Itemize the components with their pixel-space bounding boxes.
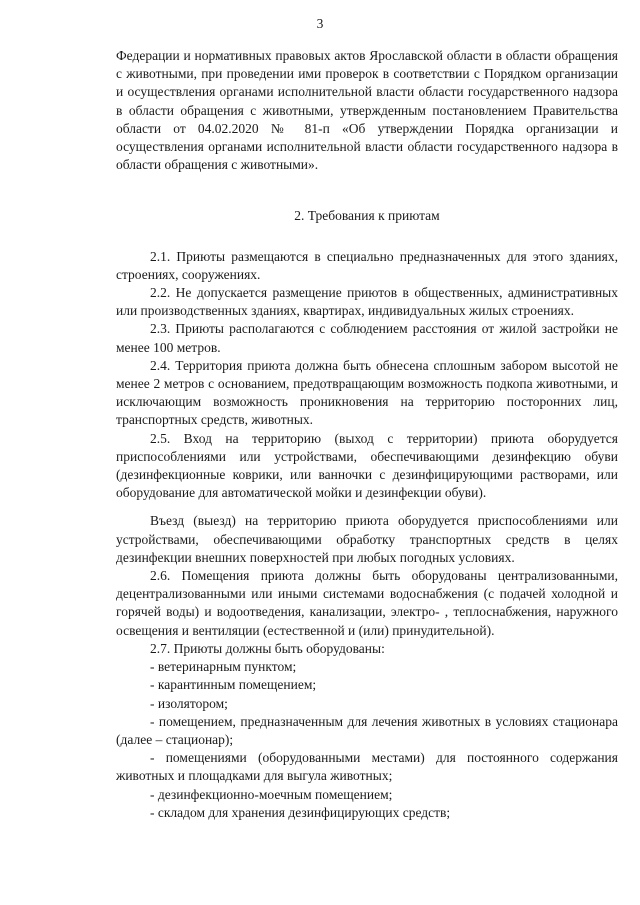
paragraph-2-3: 2.3. Приюты располагаются с соблюдением расстояния от жилой застройки не менее 100 метров.: [116, 321, 618, 355]
paragraph-2-2: 2.2. Не допускается размещение приютов в общественных, административных или производственных зданиях, квартирах, индивидуальных жилых строениях.: [116, 285, 618, 319]
list-item: - изолятором;: [150, 695, 228, 711]
document-body: [116, 47, 618, 822]
list-item: - ветеринарным пунктом;: [150, 659, 297, 675]
paragraph-2-5: 2.5. Вход на территорию (выход с территории) приюта оборудуется приспособлениями или устройствами, обеспечивающими дезинфекцию обуви (дезинфекционные коврики, или ванночки с дезинфицирующими растворами, или оборудование для автоматической мойки и дезинфекции обуви).: [116, 430, 618, 501]
paragraph-2-1: 2.1. Приюты размещаются в специально предназначенных для этого зданиях, строениях, сооружениях.: [116, 248, 618, 282]
list-item: - помещением, предназначенным для лечения животных в условиях стационара (далее – стационар);: [116, 713, 618, 747]
list-item: - складом для хранения дезинфицирующих средств;: [150, 804, 451, 820]
paragraph-2-4: 2.4. Территория приюта должна быть обнесена сплошным забором высотой не менее 2 метров с основанием, предотвращающим возможность подкопа животными, и исключающим возможность проникновения на территорию посторонних лиц, транспортных средств, животных.: [116, 357, 618, 428]
intro-paragraph: Федерации и нормативных правовых актов Ярославской области в области обращения с животными, при проведении ими проверок в соответствии с Порядком организации и осуществления органами исполнительной власти области государственного надзора в области обращения с животными, утвержденным постановлением Правительства области от 04.02.2020 № 81-п «Об утверждении Порядка организации и осуществления органами исполнительной власти области государственного надзора в области обращения с животными».: [116, 48, 618, 173]
list-item: - карантинным помещением;: [150, 677, 317, 693]
list-item: - помещениями (оборудованными местами) для постоянного содержания животных и площадками для выгула животных;: [116, 750, 618, 784]
paragraph-2-7: 2.7. Приюты должны быть оборудованы:: [150, 640, 385, 656]
list-item: - дезинфекционно-моечным помещением;: [150, 786, 393, 802]
page-number: 3: [316, 16, 324, 31]
paragraph-2-6: 2.6. Помещения приюта должны быть оборудованы централизованными, децентрализованными или иными системами водоснабжения (с подачей холодной и горячей воды) и водоотведения, канализации, электро- , теплоснабжения, наружного освещения и вентиляции (естественной и (или) принудительной).: [116, 568, 618, 638]
section-heading: 2. Требования к приютам: [294, 208, 440, 224]
paragraph-entry-exit: Въезд (выезд) на территорию приюта оборудуется приспособлениями или устройствами, обеспечивающими обработку транспортных средств в целях дезинфекции внешних поверхностей при любых погодных условиях.: [116, 513, 618, 565]
